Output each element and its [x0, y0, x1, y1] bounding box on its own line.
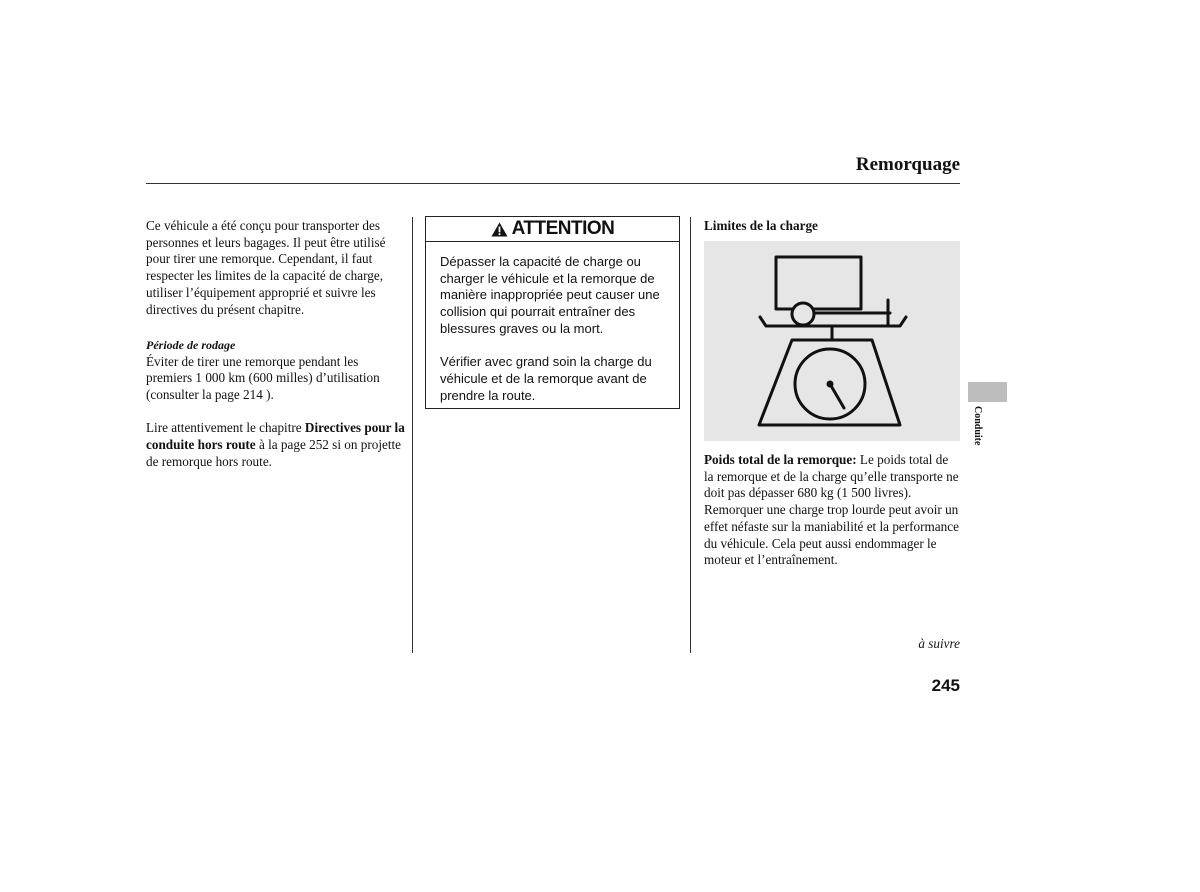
warning-triangle-icon — [491, 222, 508, 237]
weight-text: Le poids total de la remorque et de la charge qu’elle transporte ne doit pas dépasser 680 kg (1 500 livres). Remorquer une charge trop lourde peut avoir un effet néfaste sur la maniabilité et la performance du véhicule. Cela peut aussi endommager le moteur et l’entraînement. — [704, 452, 959, 568]
header-rule — [146, 183, 960, 184]
weight-label: Poids total de la remorque: — [704, 452, 857, 467]
breakin-paragraph: Éviter de tirer une remorque pendant les premiers 1 000 km (600 milles) d’utilisation (consulter la page 214 ). — [146, 353, 380, 403]
chapter-tab-label: Conduite — [972, 406, 983, 446]
intro-paragraph: Ce véhicule a été conçu pour transporter des personnes et leurs bagages. Il peut être utilisé pour tirer une remorque. Cependant, il faut respecter les limites de la capacité de charge, utiliser l’équipement approprié et suivre les directives du présent chapitre. — [146, 218, 386, 317]
continued-label: à suivre — [918, 636, 960, 651]
attention-box — [425, 216, 680, 409]
column-divider — [412, 217, 413, 653]
attention-paragraph: Vérifier avec grand soin la charge du véhicule et de la remorque avant de prendre la route. — [440, 354, 652, 403]
offroad-paragraph — [146, 420, 406, 470]
offroad-link-text: Directives pour la conduite hors route — [146, 420, 405, 453]
trailer-box — [776, 257, 861, 309]
attention-label: ATTENTION — [511, 218, 615, 239]
page-number: 245 — [931, 676, 960, 695]
scale-drawing — [704, 241, 960, 441]
intro-column — [146, 218, 406, 471]
attention-body — [426, 242, 679, 404]
offroad-prefix: Lire attentivement le chapitre — [146, 420, 305, 436]
load-limits-heading: Limites de la charge — [704, 218, 818, 233]
offroad-suffix: à la page 252 si on projette de remorque hors route. — [146, 437, 402, 469]
weight-column — [704, 452, 960, 569]
trailer-wheel — [792, 303, 814, 325]
weight-paragraph — [704, 452, 960, 569]
column-divider — [690, 217, 691, 653]
chapter-tab — [968, 382, 1007, 402]
breakin-heading: Période de rodage — [146, 337, 236, 352]
trailer-on-scale-illustration — [704, 241, 960, 441]
attention-paragraph: Dépasser la capacité de charge ou charger le véhicule et la remorque de manière inappropriée peut causer une collision qui pourrait entraîner des blessures graves ou la mort. — [440, 254, 660, 336]
section-title: Remorquage — [855, 154, 960, 175]
attention-header — [426, 217, 679, 242]
